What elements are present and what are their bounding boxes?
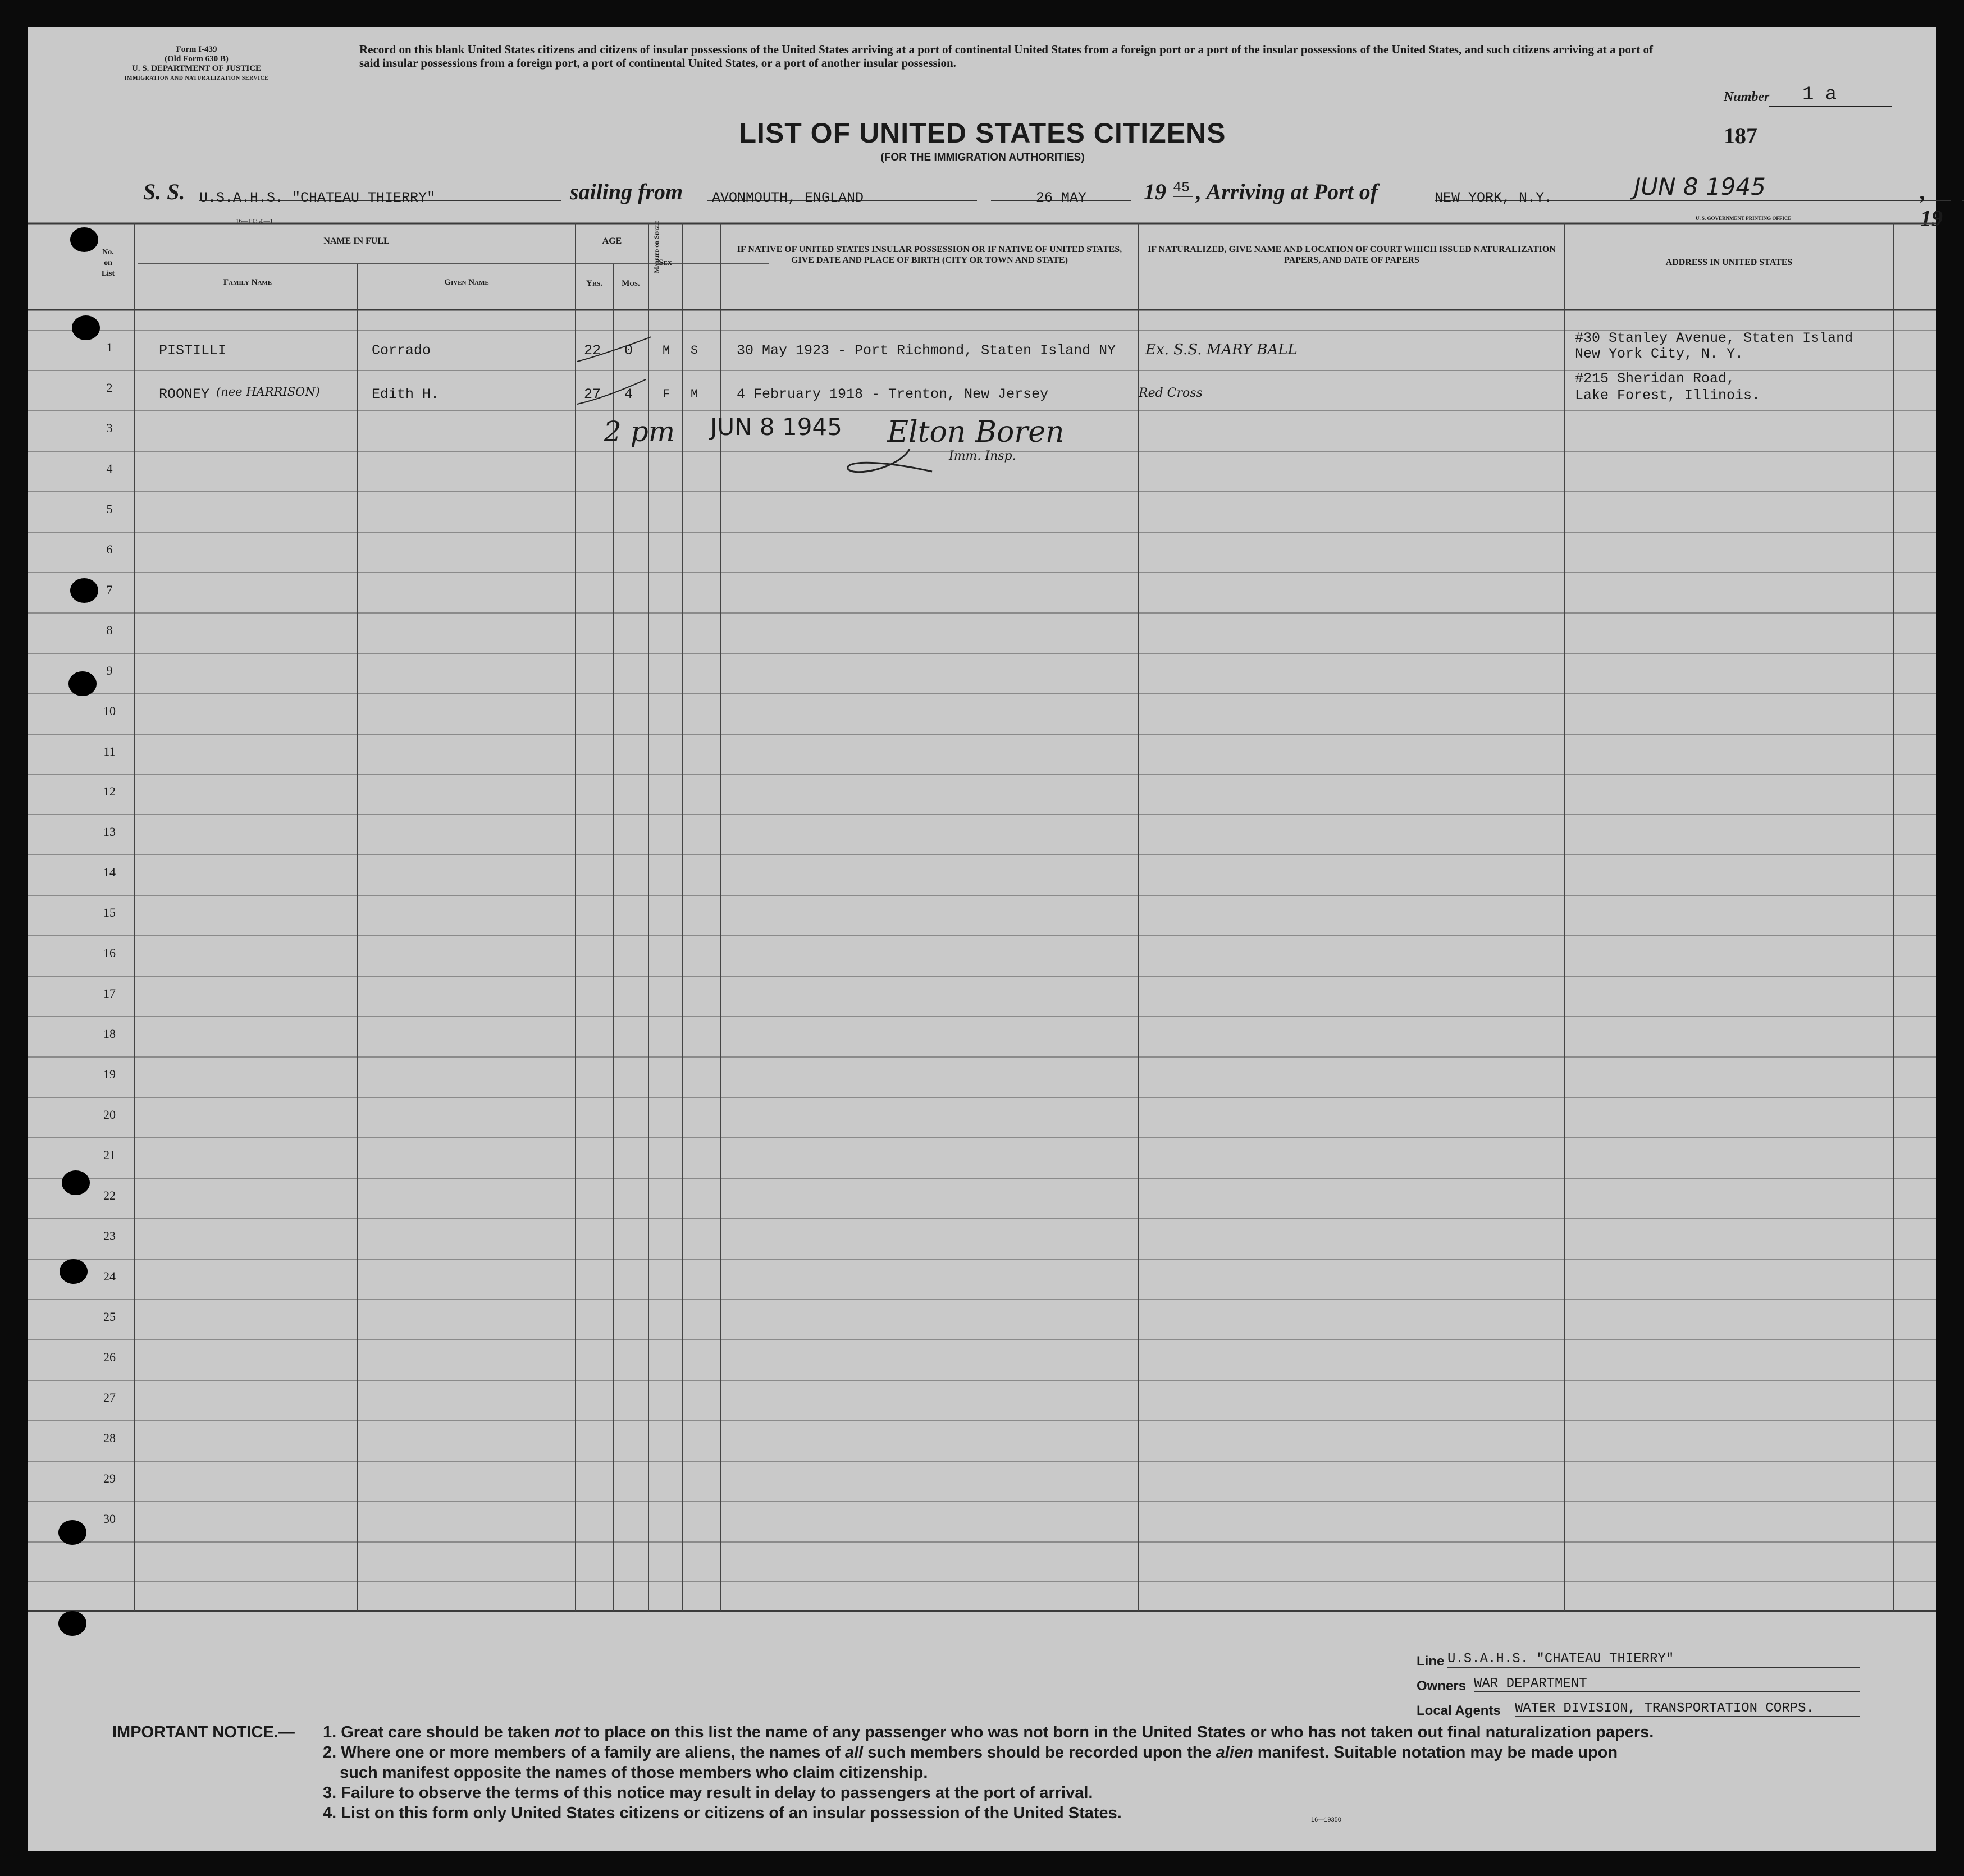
row-number: 5 <box>106 502 113 516</box>
row-number: 12 <box>103 784 116 798</box>
signature-flourish <box>831 415 1100 488</box>
notice-item-2-cont <box>112 1763 1881 1783</box>
header-given-name: Given Name <box>444 278 489 287</box>
ship-name: U.S.A.H.S. "CHATEAU THIERRY" <box>199 190 436 206</box>
row-2-age-years: 27 <box>584 386 601 402</box>
service-name: IMMIGRATION AND NATURALIZATION SERVICE <box>124 75 269 81</box>
row-number: 25 <box>103 1310 116 1324</box>
header-on: on <box>104 259 112 267</box>
header-age: AGE <box>602 236 622 246</box>
row-number: 24 <box>103 1269 116 1283</box>
row-number: 21 <box>103 1148 116 1162</box>
owners-label: Owners <box>1417 1678 1467 1694</box>
row-number: 11 <box>103 744 116 758</box>
notice-1-em: not <box>554 1723 580 1741</box>
row-1-address-line1: #30 Stanley Avenue, Staten Island <box>1575 330 1853 346</box>
row-number: 19 <box>103 1067 116 1081</box>
row-number: 29 <box>103 1471 116 1485</box>
departure-date: 26 MAY <box>1036 190 1087 206</box>
row-2-naturalized: Red Cross <box>1139 386 1203 400</box>
row-1-age-months: 0 <box>624 342 633 359</box>
row-number: 26 <box>103 1350 116 1364</box>
row-number: 17 <box>103 986 116 1000</box>
number-label: Number <box>1724 90 1770 104</box>
page-subtitle: (FOR THE IMMIGRATION AUTHORITIES) <box>880 152 1085 163</box>
header-no-on-list <box>81 247 135 279</box>
punch-hole <box>62 1170 90 1195</box>
row-1-naturalized: Ex. S.S. MARY BALL <box>1145 341 1298 358</box>
row-number: 20 <box>103 1108 116 1122</box>
notice-1-post: to place on this list the name of any passenger who was not born in the United States or who has not taken out final naturalization papers. <box>579 1723 1654 1741</box>
punch-hole <box>68 671 97 696</box>
year-prefix-2: , 19 <box>1920 179 1943 231</box>
departure-year: 45 <box>1173 180 1193 197</box>
row-2-birth: 4 February 1918 - Trenton, New Jersey <box>737 386 1049 402</box>
row-number: 2 <box>106 381 113 395</box>
number-value: 1 a <box>1802 84 1837 106</box>
row-1-marital: S <box>691 344 698 358</box>
row-2-sex: F <box>663 387 670 401</box>
notice-heading: IMPORTANT NOTICE.— <box>112 1723 295 1741</box>
row-number: 23 <box>103 1229 116 1243</box>
row-number: 10 <box>103 704 116 718</box>
row-2-age-months: 4 <box>624 386 633 402</box>
row-number: 30 <box>103 1512 116 1526</box>
header-sex: Sex <box>659 258 672 267</box>
inspection-stamp: JUN 8 1945 <box>710 413 842 441</box>
notice-2-b: such members should be recorded upon the <box>863 1744 1216 1761</box>
sailing-label: sailing from <box>570 179 683 204</box>
notice-4: 4. List on this form only United States citizens or citizens of an insular possession of the United States. <box>323 1804 1122 1822</box>
row-2-given-name: Edith H. <box>372 386 440 402</box>
row-number: 7 <box>106 583 113 597</box>
row-number: 9 <box>106 664 113 678</box>
notice-item-3 <box>112 1783 1881 1803</box>
row-1-address-line2: New York City, N. Y. <box>1575 346 1744 362</box>
row-number: 4 <box>106 461 113 475</box>
inspection-time: 2 pm <box>604 415 675 448</box>
header-no: No. <box>102 248 114 257</box>
row-number: 15 <box>103 905 116 919</box>
header-address: ADDRESS IN UNITED STATES <box>1665 258 1793 267</box>
header-mos: Mos. <box>622 279 640 288</box>
row-2-address-line2: Lake Forest, Illinois. <box>1575 387 1761 404</box>
row-number: 28 <box>103 1431 116 1445</box>
arrival-date-stamp: JUN 8 1945 <box>1634 173 1766 200</box>
record-instructions: Record on this blank United States citizens and citizens of insular possessions of the United States arriving at a port of continental United States from a foreign port or a port of the insular possessions of the United States, and such citizens arriving at a port of said insular possessions from a foreign port, a port of continental United States, or a port of another insular possession. <box>359 43 1653 70</box>
ss-label: S. S. <box>143 179 185 204</box>
row-number: 8 <box>106 623 113 637</box>
row-number: 16 <box>103 946 116 960</box>
row-number: 1 <box>106 340 113 354</box>
header-list: List <box>101 269 115 278</box>
row-number: 3 <box>106 421 113 435</box>
header-naturalized: IF NATURALIZED, GIVE NAME AND LOCATION OF COURT WHICH ISSUED NATURALIZATION PAPERS, AND DATE OF PAPERS <box>1148 245 1556 265</box>
row-1-age-years: 22 <box>584 342 601 359</box>
form-code: 16—19350—1 <box>236 218 273 225</box>
notice-2-c: manifest. Suitable notation may be made upon <box>1253 1744 1618 1761</box>
line-value: U.S.A.H.S. "CHATEAU THIERRY" <box>1447 1651 1860 1668</box>
row-number: 6 <box>106 542 113 556</box>
header-family-name: Family Name <box>223 278 272 287</box>
row-1-sex: M <box>663 344 670 358</box>
punch-hole <box>58 1520 86 1545</box>
gpo-note: U. S. GOVERNMENT PRINTING OFFICE <box>1696 216 1792 221</box>
old-form-number: (Old Form 630 B) <box>165 54 229 63</box>
departure-port: AVONMOUTH, ENGLAND <box>712 190 864 206</box>
row-number: 18 <box>103 1027 116 1041</box>
important-notice <box>112 1722 1881 1823</box>
row-number: 22 <box>103 1188 116 1202</box>
notice-2-em2: alien <box>1216 1744 1253 1761</box>
row-2-marital: M <box>691 387 698 401</box>
row-1-family-name: PISTILLI <box>159 342 227 359</box>
punch-hole <box>72 315 100 340</box>
agents-label: Local Agents <box>1417 1703 1501 1718</box>
notice-3: 3. Failure to observe the terms of this notice may result in delay to passengers at the port of arrival. <box>323 1784 1093 1802</box>
row-number: 14 <box>103 865 116 879</box>
punch-hole <box>58 1611 86 1636</box>
form-number: Form I-439 <box>176 45 217 54</box>
line-label: Line <box>1417 1654 1445 1669</box>
year-prefix: 19 <box>1144 179 1166 204</box>
page-number: 187 <box>1724 123 1757 148</box>
notice-item-4 <box>112 1803 1881 1823</box>
arriving-label: , Arriving at Port of <box>1196 179 1378 204</box>
row-2-address-line1: #215 Sheridan Road, <box>1575 370 1735 387</box>
owners-value: WAR DEPARTMENT <box>1474 1676 1860 1692</box>
notice-2-em1: all <box>844 1744 864 1761</box>
notice-item-2 <box>112 1742 1881 1763</box>
notice-1-pre: 1. Great care should be taken <box>323 1723 555 1741</box>
row-1-given-name: Corrado <box>372 342 431 359</box>
notice-item-1 <box>112 1722 1881 1742</box>
inspector-title: Imm. Insp. <box>949 449 1016 463</box>
row-number: 13 <box>103 825 116 839</box>
header-married-or-single: Married or Single <box>652 221 660 273</box>
notice-form-code: 16—19350 <box>1311 1816 1341 1823</box>
inspector-signature: Elton Boren <box>887 415 1065 449</box>
page-title: LIST OF UNITED STATES CITIZENS <box>739 117 1226 149</box>
row-2-family-name: ROONEY <box>159 386 210 402</box>
punch-hole <box>70 578 98 603</box>
notice-2-a: 2. Where one or more members of a family are aliens, the names of <box>323 1744 845 1761</box>
punch-hole <box>60 1259 88 1284</box>
row-number: 27 <box>103 1390 116 1404</box>
punch-hole <box>70 227 98 252</box>
header-native-birth: IF NATIVE OF UNITED STATES INSULAR POSSESSION OR IF NATIVE OF UNITED STATES, GIVE DATE AND PLACE OF BIRTH (CITY OR TOWN AND STATE) <box>737 245 1122 265</box>
arrival-port: NEW YORK, N.Y. <box>1435 190 1553 206</box>
row-1-birth: 30 May 1923 - Port Richmond, Staten Island NY <box>737 342 1116 359</box>
notice-2-d: such manifest opposite the names of those members who claim citizenship. <box>340 1764 928 1782</box>
header-yrs: Yrs. <box>586 279 602 288</box>
department-name: U. S. DEPARTMENT OF JUSTICE <box>131 64 262 73</box>
row-2-family-note: (nee HARRISON) <box>216 385 320 399</box>
age-correction-marks <box>573 331 657 410</box>
agents-value: WATER DIVISION, TRANSPORTATION CORPS. <box>1515 1701 1860 1717</box>
header-name-in-full: NAME IN FULL <box>323 236 390 246</box>
